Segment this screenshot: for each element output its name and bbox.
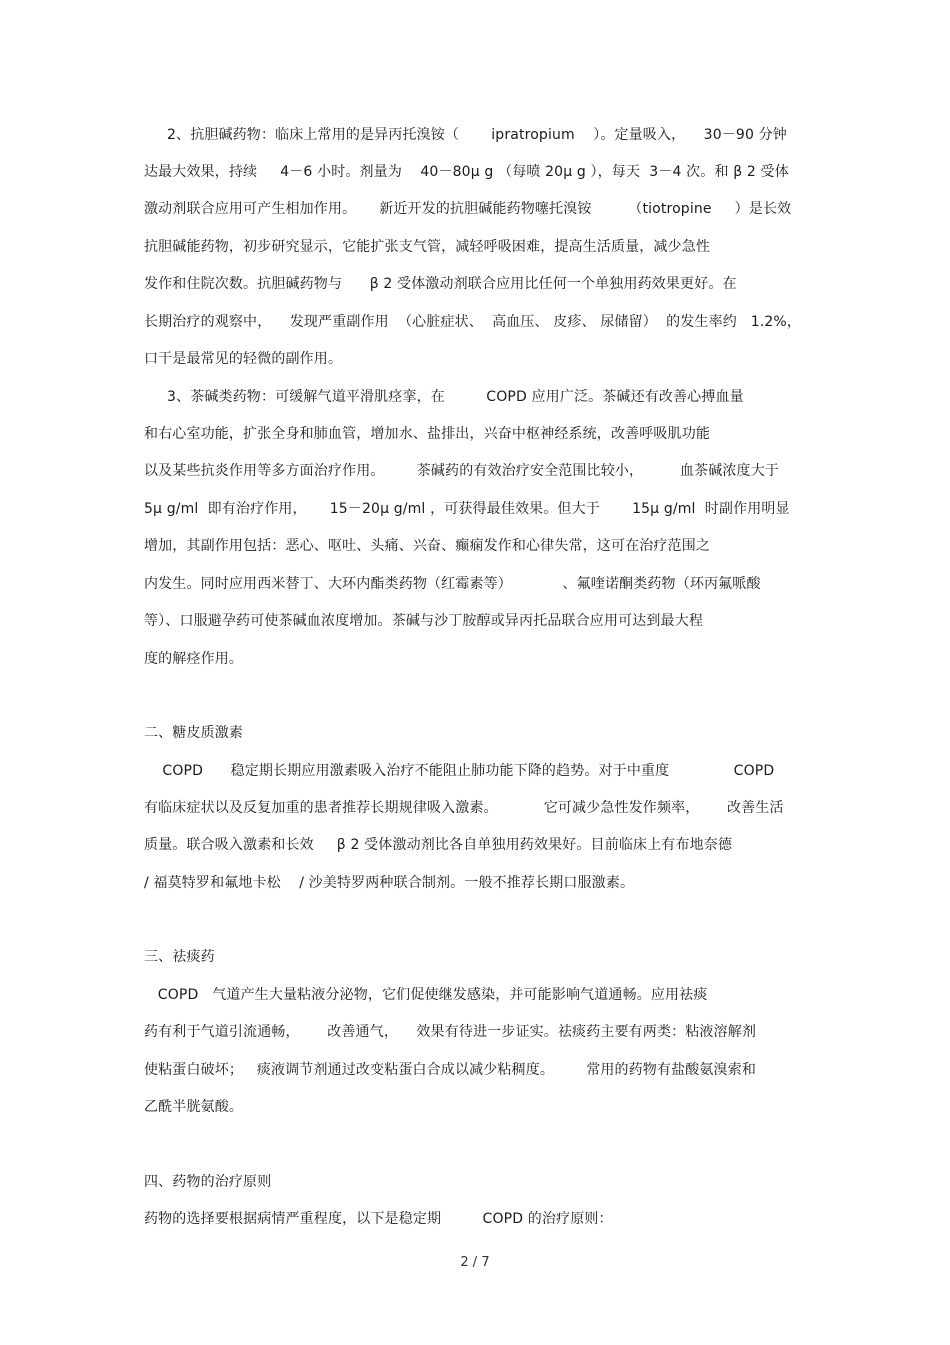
- text-line: 药物的选择要根据病情严重程度，以下是稳定期 COPD 的治疗原则：: [144, 1211, 613, 1227]
- text-line: 使粘蛋白破坏； 痰液调节剂通过改变粘蛋白合成以减少粘稠度。 常用的药物有盐酸氨溴索和: [144, 1062, 756, 1078]
- text-line: 长期治疗的观察中， 发现严重副作用 （心脏症状、 高血压、 皮疹、 尿储留） 的发生率约 1.2%，: [144, 314, 802, 330]
- section-heading-expectorant: 三、祛痰药: [144, 949, 215, 965]
- text-line: 2、抗胆碱药物：临床上常用的是异丙托溴铵（ ipratropium ）。定量吸入， 30－90 分钟: [144, 127, 787, 143]
- text-line: 内发生。同时应用西米替丁、大环内酯类药物（红霉素等） 、氟喹诺酮类药物（环丙氟哌酸: [144, 576, 761, 592]
- section-heading-corticosteroid: 二、糖皮质激素: [144, 725, 244, 741]
- page-number: 2 / 7: [460, 1255, 490, 1270]
- text-line: 激动剂联合应用可产生相加作用。 新近开发的抗胆碱能药物噻托溴铵 （tiotropine ）是长效: [144, 201, 792, 217]
- text-line: 有临床症状以及反复加重的患者推荐长期规律吸入激素。 它可减少急性发作频率， 改善生活: [144, 800, 784, 816]
- text-line: 乙酰半胱氨酸。: [144, 1099, 244, 1115]
- text-line: COPD 稳定期长期应用激素吸入治疗不能阻止肺功能下降的趋势。对于中重度 COPD: [144, 763, 775, 779]
- text-line: 等）、口服避孕药可使茶碱血浓度增加。茶碱与沙丁胺醇或异丙托品联合应用可达到最大程: [144, 613, 703, 629]
- text-line: 3、茶碱类药物：可缓解气道平滑肌痉挛，在 COPD 应用广泛。茶碱还有改善心搏血量: [144, 389, 744, 405]
- text-line: 以及某些抗炎作用等多方面治疗作用。 茶碱药的有效治疗安全范围比较小， 血茶碱浓度大于: [144, 463, 780, 479]
- text-line: 和右心室功能，扩张全身和肺血管，增加水、盐排出，兴奋中枢神经系统，改善呼吸肌功能: [144, 426, 710, 442]
- text-line: 质量。联合吸入激素和长效 β 2 受体激动剂比各自单独用药效果好。目前临床上有布地奈德: [144, 837, 733, 853]
- text-line: 5μ g/ml 即有治疗作用， 15－20μ g/ml ，可获得最佳效果。但大于 15μ g/ml 时副作用明显: [144, 501, 790, 517]
- text-line: 抗胆碱能药物，初步研究显示，它能扩张支气管，减轻呼吸困难，提高生活质量，减少急性: [144, 239, 710, 255]
- text-line: 发作和住院次数。抗胆碱药物与 β 2 受体激动剂联合应用比任何一个单独用药效果更好。在: [144, 276, 737, 292]
- text-line: 增加，其副作用包括：恶心、呕吐、头痛、兴奋、癫痫发作和心律失常，这可在治疗范围之: [144, 538, 710, 554]
- text-line: 达最大效果，持续 4－6 小时。剂量为 40－80μ g （每喷 20μ g ），每天 3－4 次。和 β 2 受体: [144, 164, 789, 180]
- text-line: COPD 气道产生大量粘液分泌物，它们促使继发感染，并可能影响气道通畅。应用祛痰: [144, 987, 708, 1003]
- text-line: / 福莫特罗和氟地卡松 / 沙美特罗两种联合制剂。一般不推荐长期口服激素。: [144, 875, 635, 891]
- text-line: 口干是最常见的轻微的副作用。: [144, 351, 343, 367]
- section-heading-principles: 四、药物的治疗原则: [144, 1174, 272, 1190]
- text-line: 药有利于气道引流通畅， 改善通气， 效果有待进一步证实。祛痰药主要有两类：粘液溶解剂: [144, 1024, 756, 1040]
- text-line: 度的解痉作用。: [144, 651, 244, 667]
